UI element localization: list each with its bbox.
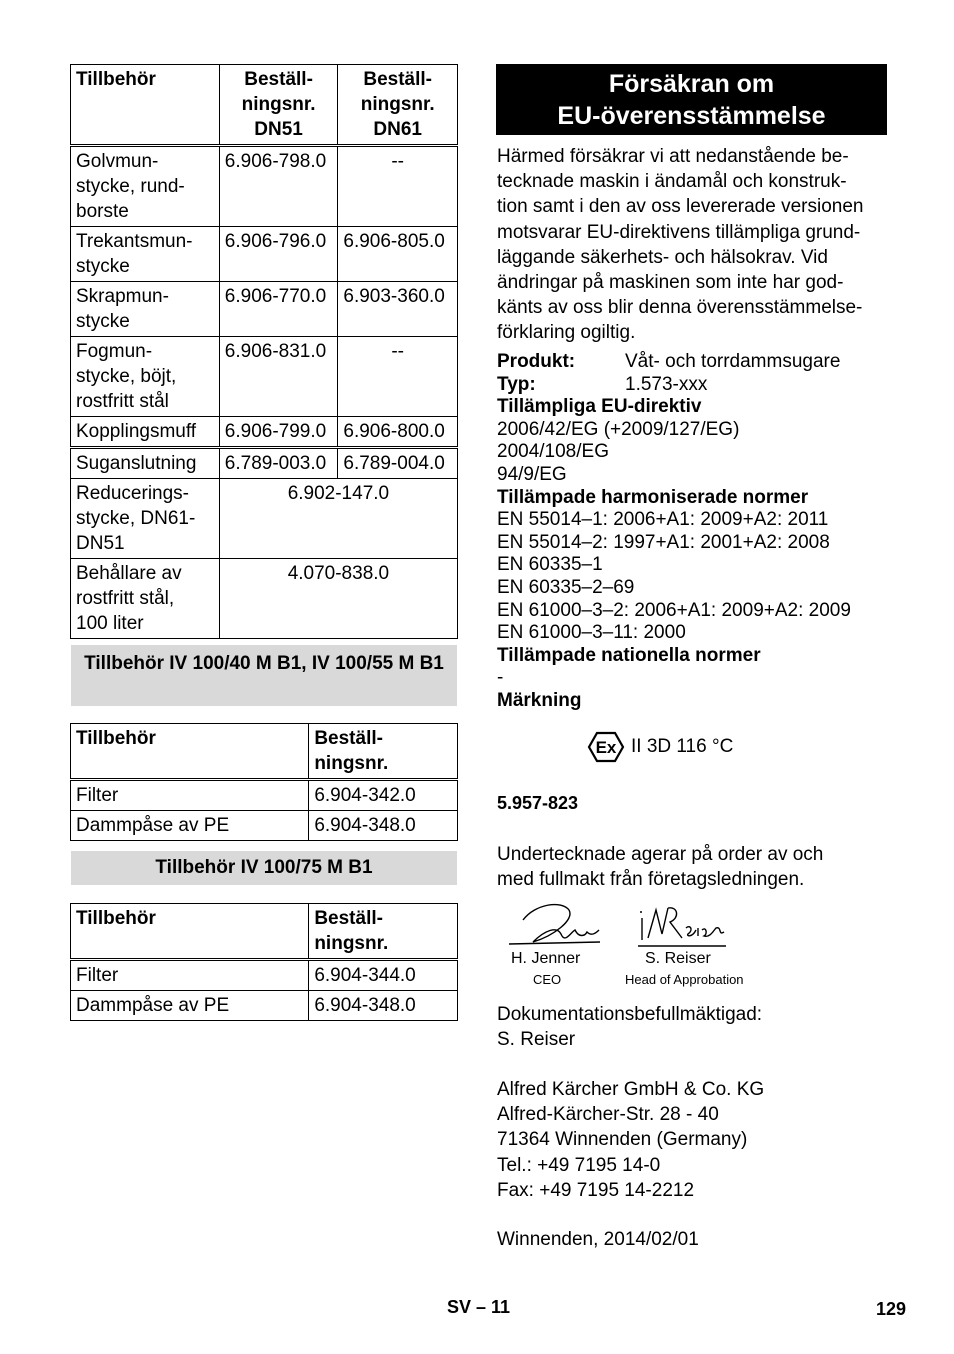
signed-line: Undertecknade agerar på order av och <box>497 844 824 865</box>
accessory-name: Filter <box>71 780 309 811</box>
order-number-dn61: -- <box>338 337 458 417</box>
order-number-dn61: 6.906-800.0 <box>338 417 458 448</box>
section-heading-iv100-75: Tillbehör IV 100/75 M B1 <box>71 851 457 885</box>
signed-statement <box>497 842 889 892</box>
section-heading-iv100-40-55: Tillbehör IV 100/40 M B1, IV 100/55 M B1 <box>71 645 457 706</box>
standard-item: EN 61000–3–11: 2000 <box>497 622 686 644</box>
accessories-table-main <box>70 64 458 639</box>
marking-heading: Märkning <box>497 689 582 711</box>
order-number: 6.904-348.0 <box>309 811 458 841</box>
type-value: 1.573-xxx <box>625 373 708 395</box>
header-order-dn51: Beställ- ningsnr. DN51 <box>219 65 338 146</box>
intro-line: ändringar på maskinen som inte har god- <box>497 272 844 294</box>
address-line: Alfred-Kärcher-Str. 28 - 40 <box>497 1104 719 1126</box>
place-date: Winnenden, 2014/02/01 <box>497 1229 699 1250</box>
header-accessory: Tillbehör <box>71 904 309 960</box>
header-accessory: Tillbehör <box>71 65 220 146</box>
signatory1-name: H. Jenner <box>511 950 581 967</box>
order-number-merged: 4.070-838.0 <box>219 559 457 639</box>
accessory-name: Filter <box>71 960 309 991</box>
standard-item: EN 55014–1: 2006+A1: 2009+A2: 2011 <box>497 509 829 531</box>
company-address <box>497 1077 889 1203</box>
table-row <box>71 146 458 227</box>
table-row <box>71 559 458 639</box>
directives-heading: Tillämpliga EU-direktiv <box>497 396 702 418</box>
declaration-intro <box>497 144 889 346</box>
address-line: Alfred Kärcher GmbH & Co. KG <box>497 1079 765 1100</box>
standard-item: EN 60335–1 <box>497 554 603 576</box>
table-row <box>71 960 458 991</box>
table-row <box>71 479 458 559</box>
order-number: 6.904-342.0 <box>309 780 458 811</box>
header-accessory: Tillbehör <box>71 724 309 780</box>
table-row <box>71 448 458 479</box>
order-number-dn61: 6.906-805.0 <box>338 227 458 282</box>
accessory-name: Fogmun- stycke, böjt, rostfritt stål <box>71 337 220 417</box>
intro-line: Härmed försäkrar vi att nedanstående be- <box>497 146 849 167</box>
representative-name: S. Reiser <box>497 1029 576 1051</box>
accessory-name: Skrapmun- stycke <box>71 282 220 337</box>
accessory-name: Reducerings- stycke, DN61- DN51 <box>71 479 220 559</box>
intro-line: tion samt i den av oss levererade versionen <box>497 196 864 218</box>
product-value: Våt- och torrdammsugare <box>625 351 841 372</box>
part-number: 5.957-823 <box>497 793 579 813</box>
signature-reiser <box>634 904 730 948</box>
accessories-table-iv100-40-55 <box>70 723 458 841</box>
order-number-dn51: 6.906-799.0 <box>219 417 338 448</box>
standard-item: EN 55014–2: 1997+A1: 2001+A2: 2008 <box>497 531 830 553</box>
intro-line: känts av oss blir denna överensstämmelse- <box>497 297 863 319</box>
header-order-number: Beställ- ningsnr. <box>309 724 458 780</box>
order-number-dn51: 6.906-831.0 <box>219 337 338 417</box>
order-number-dn51: 6.906-796.0 <box>219 227 338 282</box>
ex-marking <box>585 730 785 764</box>
ex-marking-text: II 3D 116 °C <box>631 736 734 757</box>
accessory-name: Dammpåse av PE <box>71 991 309 1021</box>
declaration-specs <box>497 351 889 713</box>
order-number-dn61: 6.789-004.0 <box>338 448 458 479</box>
type-label: Typ: <box>497 373 536 395</box>
accessory-name: Behållare av rostfritt stål, 100 liter <box>71 559 220 639</box>
declaration-title <box>496 64 887 135</box>
table-row <box>71 780 458 811</box>
address-line: Fax: +49 7195 14-2212 <box>497 1179 695 1201</box>
declaration-title-line1: Försäkran om <box>608 69 775 98</box>
order-number-dn61: 6.903-360.0 <box>338 282 458 337</box>
accessory-name: Dammpåse av PE <box>71 811 309 841</box>
accessory-name: Suganslutning <box>71 448 220 479</box>
product-label: Produkt: <box>497 351 576 372</box>
header-order-dn61: Beställ- ningsnr. DN61 <box>338 65 458 146</box>
representative-label: Dokumentationsbefullmäktigad: <box>497 1004 763 1025</box>
intro-line: tecknade maskin i ändamål och konstruk- <box>497 171 847 193</box>
table-row <box>71 282 458 337</box>
order-number-dn61: -- <box>338 146 458 227</box>
signatory2-role: Head of Approbation <box>625 972 744 987</box>
directive-item: 2004/108/EG <box>497 441 609 463</box>
signatory2-name: S. Reiser <box>645 950 711 967</box>
table-row <box>71 991 458 1021</box>
order-number: 6.904-344.0 <box>309 960 458 991</box>
intro-line: motsvarar EU-direktivens tillämpliga grund- <box>497 221 861 243</box>
national-heading: Tillämpade nationella normer <box>497 644 761 666</box>
ex-hexagon-icon <box>585 730 627 764</box>
declaration-title-line2: EU-överensstämmelse <box>557 101 826 130</box>
table-row <box>71 227 458 282</box>
signed-line: med fullmakt från företagsledningen. <box>497 869 805 891</box>
footer-language-page: SV – 11 <box>447 1297 511 1317</box>
order-number-dn51: 6.906-798.0 <box>219 146 338 227</box>
table-row <box>71 417 458 448</box>
table-row <box>71 811 458 841</box>
table-row <box>71 337 458 417</box>
order-number-dn51: 6.906-770.0 <box>219 282 338 337</box>
accessory-name: Golvmun- stycke, rund- borste <box>71 146 220 227</box>
directive-item: 2006/42/EG (+2009/127/EG) <box>497 418 740 440</box>
harmonised-heading: Tillämpade harmoniserade normer <box>497 486 809 508</box>
standard-item: EN 61000–3–2: 2006+A1: 2009+A2: 2009 <box>497 599 851 621</box>
signature-jenner <box>505 900 605 952</box>
national-value: - <box>497 667 504 689</box>
order-number-dn51: 6.789-003.0 <box>219 448 338 479</box>
standard-item: EN 60335–2–69 <box>497 576 635 598</box>
address-line: Tel.: +49 7195 14-0 <box>497 1154 661 1176</box>
order-number: 6.904-348.0 <box>309 991 458 1021</box>
signatory1-role: CEO <box>533 972 562 987</box>
intro-line: läggande säkerhets- och hälsokrav. Vid <box>497 246 828 268</box>
order-number-merged: 6.902-147.0 <box>219 479 457 559</box>
header-order-number: Beställ- ningsnr. <box>309 904 458 960</box>
intro-line: förklaring ogiltig. <box>497 322 636 344</box>
directive-item: 94/9/EG <box>497 463 567 485</box>
address-line: 71364 Winnenden (Germany) <box>497 1129 748 1151</box>
footer-page-number: 129 <box>876 1299 907 1319</box>
accessories-table-iv100-75 <box>70 903 458 1021</box>
accessory-name: Trekantsmun- stycke <box>71 227 220 282</box>
svg-text:Ex: Ex <box>595 738 617 757</box>
accessory-name: Kopplingsmuff <box>71 417 220 448</box>
documentation-representative <box>497 1002 889 1052</box>
